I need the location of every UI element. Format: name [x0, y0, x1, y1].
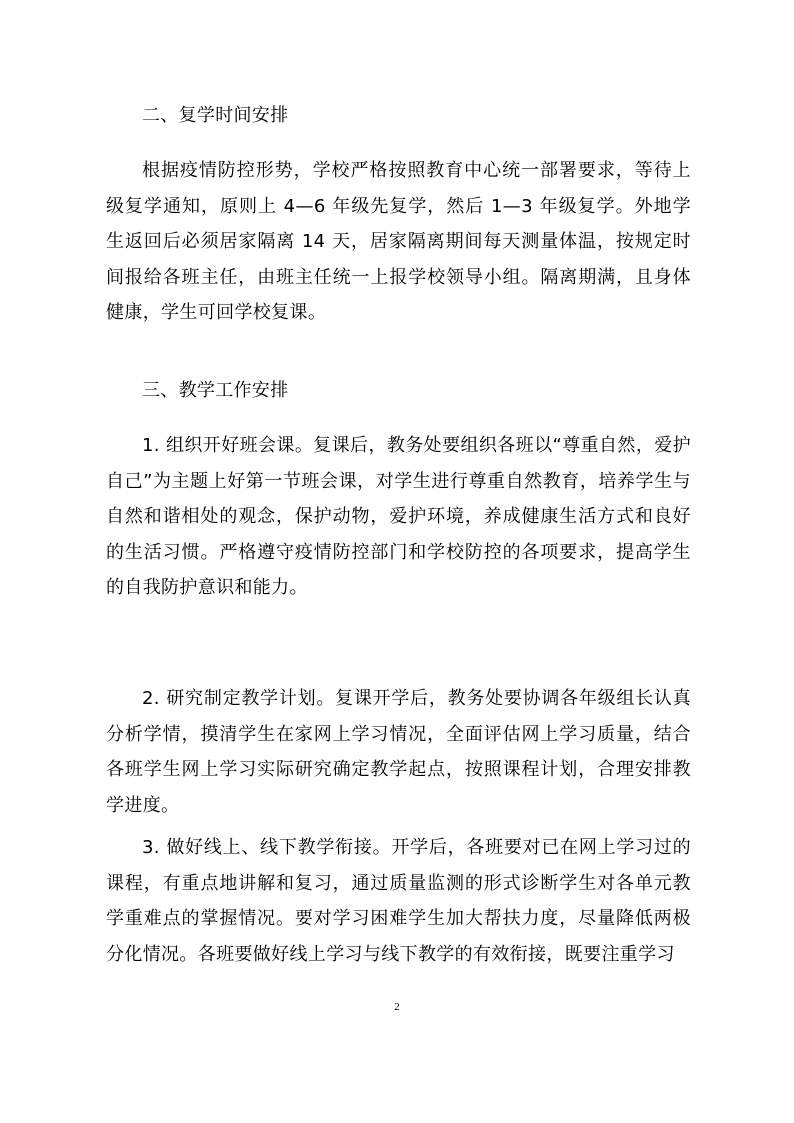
paragraph-teaching-plan: 2. 研究制定教学计划。复课开学后，教务处要协调各年级组长认真分析学情，摸清学生在家网上学习情况，全面评估网上学习质量，结合各班学生网上学习实际研究确定教学起点，按照课程计划，合理安排教学进度。	[106, 688, 691, 816]
paragraph-online-offline-connection: 3. 做好线上、线下教学衔接。开学后，各班要对已在网上学习过的课程，有重点地讲解和复习，通过质量监测的形式诊断学生对各单元教学重难点的掌握情况。要对学习困难学生加大帮扶力度，尽量降低两极分化情况。各班要做好线上学习与线下教学的有效衔接，既要注重学习	[106, 837, 691, 965]
page-number: 2	[394, 1001, 400, 1013]
paragraph-reopening-schedule: 根据疫情防控形势，学校严格按照教育中心统一部署要求，等待上级复学通知，原则上 4—6 年级先复学，然后 1—3 年级复学。外地学生返回后必须居家隔离 14 天，居家隔离期间每天测量体温，按规定时间报给各班主任，由班主任统一上报学校领导小组。隔离期满，且身体健康，学生可回学校复课。	[106, 160, 691, 324]
section-heading-teaching: 三、教学工作安排	[142, 380, 289, 401]
paragraph-class-meeting: 1. 组织开好班会课。复课后，教务处要组织各班以“尊重自然，爱护自己”为主题上好第一节班会课，对学生进行尊重自然教育，培养学生与自然和谐相处的观念，保护动物，爱护环境，养成健康生活方式和良好的生活习惯。严格遵守疫情防控部门和学校防控的各项要求，提高学生的自我防护意识和能力。	[106, 435, 691, 599]
section-heading-schedule: 二、复学时间安排	[142, 105, 289, 126]
